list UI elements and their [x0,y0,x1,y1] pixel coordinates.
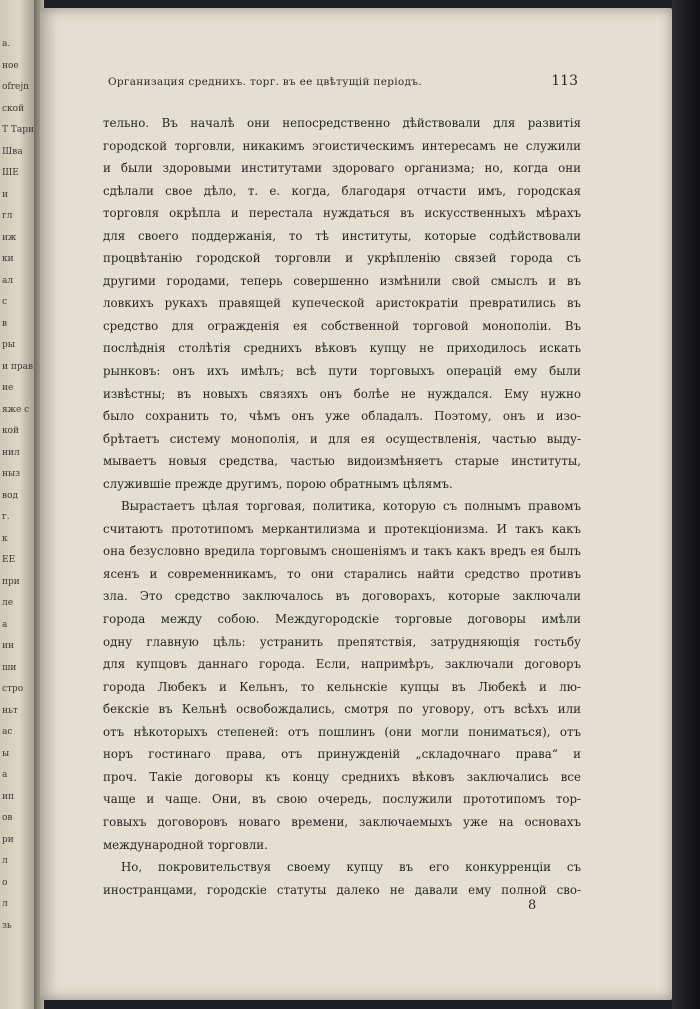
text-line: брѣтаетъ систему монополія, и для ея осуществленія, частью выду- [103,431,581,446]
previous-page-fragment: ньт [2,705,18,716]
previous-page-fragment: a [2,619,8,630]
text-line: проч. Такіе договоры къ концу среднихъ вѣковъ заключались все [103,769,581,784]
previous-page-fragment: л [2,856,8,866]
text-line: сдѣлали свое дѣло, т. е. когда, благодаря отчасти имъ, городская [103,183,581,198]
text-line: чаще и чаще. Они, въ свою очередь, послужили прототипомъ тор- [103,792,581,807]
previous-page-fragment: л [2,899,8,909]
text-line: рынковъ: онъ ихъ имѣлъ; всѣ пути торговыхъ операцій ему были [103,364,581,379]
previous-page-fragment: ное [2,60,19,71]
text-line: было сохранить то, чѣмъ онъ уже обладалъ. Поэтому, онъ и изо- [103,409,581,424]
previous-page-fragment: ле [2,598,14,608]
previous-page-fragment: ныз [2,469,21,479]
previous-page-fragment: к [2,533,8,544]
previous-page-fragment: Т Тари [2,125,34,135]
text-line: Вырастаетъ цѣлая торговая, политика, которую съ полнымъ правомъ [121,499,581,514]
text-line: одну главную цѣль: устранить препятствія, затрудняющія гостьбу [103,634,581,649]
previous-page-fragment: a [2,770,8,780]
text-line: для купцовъ даннаго города. Если, напримѣръ, заключали договоръ [103,657,581,672]
previous-page-fragment: ской [2,103,25,114]
text-line: мываетъ новыя средства, частью видоизмѣняетъ старые институты, [103,454,581,469]
text-line: городской торговли, никакимъ эгоистическимъ интересамъ не служили [103,138,581,153]
book-cover-edge [672,0,700,1009]
previous-page-fragment: яже с [2,404,30,415]
previous-page-fragment: зь [2,920,12,931]
running-title: Организация среднихъ. торг. въ ее цвѣтущій періодъ. [108,76,422,88]
text-line: для своего поддержанія, то тѣ институты, которые содѣйствовали [103,228,581,243]
text-line: международной торговли. [103,837,268,852]
page-number: 113 [551,73,578,89]
previous-page-fragment: при [2,576,20,587]
signature-mark: 8 [528,898,537,913]
previous-page-fragment: ши [2,662,17,673]
previous-page-fragment: вод [2,490,19,501]
previous-page-fragment: стро [2,684,24,694]
body-text [103,112,581,901]
previous-page-fragment: ри [2,834,14,845]
previous-page-fragment: и [2,189,8,200]
previous-page-fragment: кой [2,426,20,436]
previous-page-fragment: ШЕ [2,168,19,178]
previous-page-fragment: нил [2,447,20,458]
previous-page-fragment: и прав [2,361,34,372]
text-line: тельно. Въ началѣ они непосредственно дѣйствовали для развитія [103,116,581,130]
text-line: говыхъ договоровъ новаго времени, заключаемыхъ уже на основахъ [103,814,581,829]
previous-page-fragment: с [2,297,8,307]
text-line: ясенъ и современникамъ, то они старались найти средство противъ [103,566,581,581]
previous-page-fragment: в [2,318,8,329]
previous-page-fragment: Шва [2,146,23,157]
text-line: извѣстны; въ новыхъ связяхъ онъ болѣе не нуждался. Ему нужно [103,386,581,401]
previous-page-fragment: ов [2,813,13,823]
text-line: средство для огражденія ея собственной торговой монополіи. Въ [103,318,581,333]
previous-page-fragment: a. [2,39,11,49]
previous-page-fragment: иж [2,232,17,243]
previous-page-edge [0,0,34,1009]
previous-page-fragment: ofrejn [2,82,29,92]
text-line: послѣднія столѣтія среднихъ вѣковъ купцу не приходилось искать [103,341,581,356]
text-line: зла. Это средство заключалось въ договорахъ, которые заключали [103,589,581,604]
text-line: торговля окрѣпла и перестала нуждаться въ искусственныхъ мѣрахъ [103,206,581,221]
text-line: норъ гостинаго права, отъ принужденій „складочнаго права“ и [103,747,581,762]
previous-page-fragment: гл [2,211,13,221]
text-line: ловкихъ рукахъ правящей купеческой аристократіи превратились въ [103,296,581,311]
text-line: иностранцами, городскіе статуты далеко не давали ему полной сво- [103,882,581,897]
text-line: считаютъ прототипомъ меркантилизма и протекціонизма. И такъ какъ [103,521,581,536]
text-line: города между собою. Междугородскіе торговые договоры имѣли [103,612,581,627]
text-line: служившіе прежде другимъ, порою обратнымъ цѣлямъ. [103,476,453,491]
previous-page-fragment: ас [2,727,13,737]
text-line: другими городами, теперь совершенно измѣнили свой смыслъ и въ [103,273,581,288]
previous-page-fragment: ин [2,641,14,651]
previous-page-fragment: ЕЕ [2,555,16,565]
text-line: отъ нѣкоторыхъ степеней: отъ пошлинъ (они могли пониматься), отъ [103,724,581,739]
previous-page-fragment: ы [2,748,10,759]
text-line: бекскіе въ Кельнѣ освобождались, смотря по уговору, отъ всѣхъ или [103,702,581,717]
running-header [108,73,578,89]
previous-page-fragment: ие [2,383,14,393]
text-line: она безусловно вредила торговымъ сношеніямъ и такъ какъ вредъ ея былъ [103,544,581,559]
previous-page-fragment: ал [2,275,14,286]
text-line: и были здоровыми институтами здороваго организма; но, когда они [103,161,581,176]
text-line: Но, покровительствуя своему купцу въ его конкурренціи съ [121,860,581,875]
previous-page-fragment: о [2,877,8,888]
previous-page-fragment: ип [2,791,14,802]
text-line: города Любекъ и Кельнъ, то кельнскіе купцы въ Любекѣ и лю- [103,679,581,694]
previous-page-fragment: ры [2,340,15,350]
text-line: процвѣтанію городской торговли и укрѣпленію связей города съ [103,251,581,266]
previous-page-fragment: г. [2,512,10,522]
previous-page-fragment: ки [2,254,14,264]
